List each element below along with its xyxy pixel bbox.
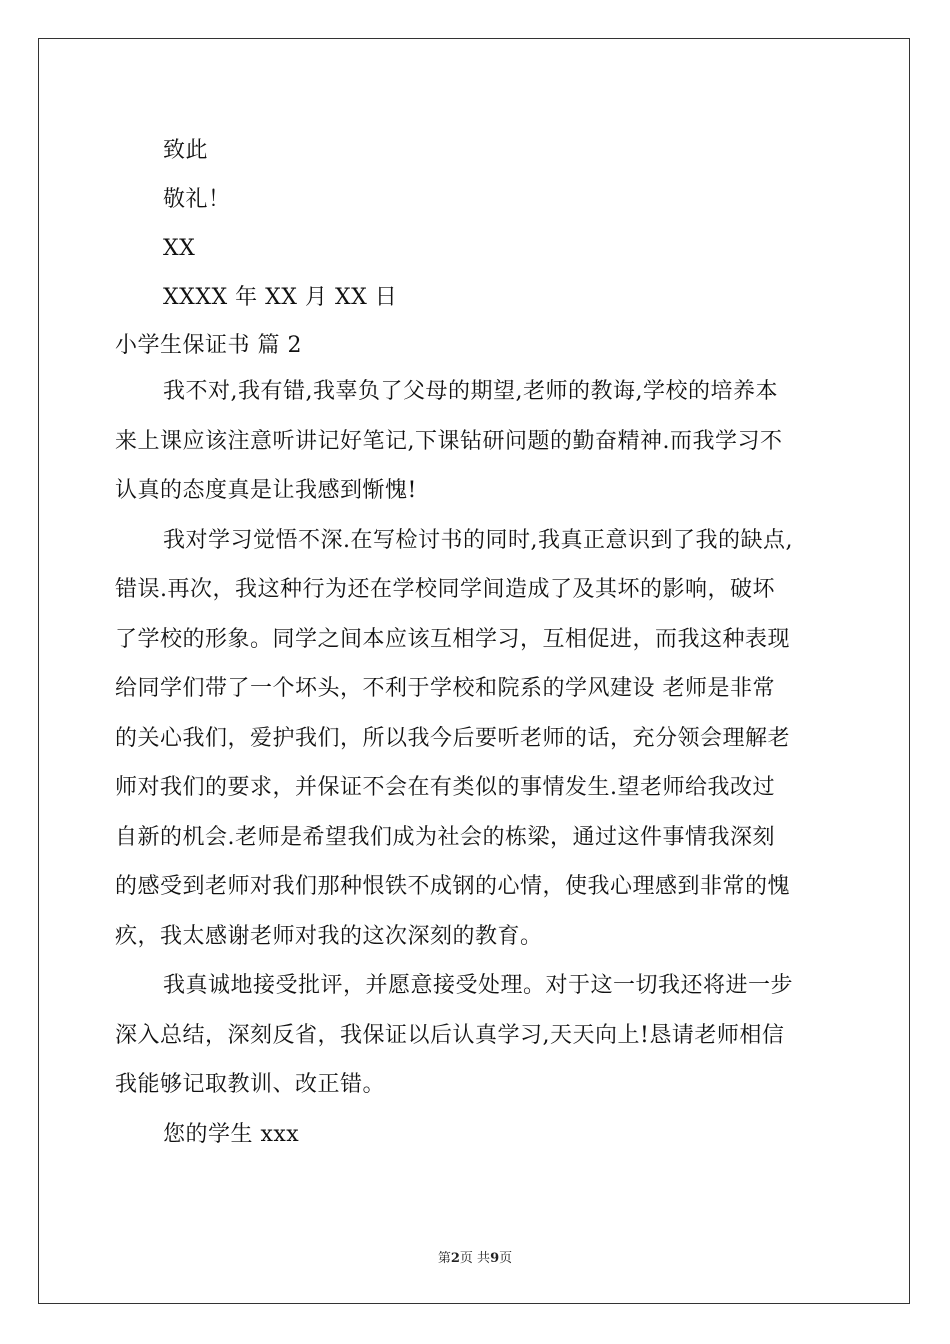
signature-block (115, 1113, 837, 1163)
paragraph-line: 错误.再次，我这种行为还在学校同学间造成了及其坏的影响，破坏 (115, 577, 775, 602)
page-footer (0, 1247, 950, 1266)
paragraph-line: 的感受到老师对我们那种恨铁不成钢的心情，使我心理感到非常的愧 (115, 874, 791, 899)
footer-prefix: 第 (437, 1251, 451, 1266)
paragraph-line: 我能够记取教训、改正错。 (115, 1072, 386, 1097)
paragraph-line: 的关心我们，爱护我们，所以我今后要听老师的话，充分领会理解老 (115, 725, 791, 751)
closing-block (115, 130, 837, 326)
closing-date: XXXX 年 XX 月 XX 日 (163, 285, 398, 310)
closing-line-1: 致此 (163, 138, 209, 163)
paragraph-line: 自新的机会.老师是希望我们成为社会的栋梁，通过这件事情我深刻 (115, 824, 775, 850)
paragraph-3 (115, 964, 837, 1113)
document-body (115, 130, 837, 1162)
footer-page-number: 2 (450, 1251, 460, 1266)
paragraph-line: 深入总结，深刻反省，我保证以后认真学习,天天向上!恳请老师相信 (115, 1022, 785, 1048)
paragraph-line: 认真的态度真是让我感到惭愧! (115, 478, 417, 503)
paragraph-line: 我对学习觉悟不深.在写检讨书的同时,我真正意识到了我的缺点, (163, 527, 793, 553)
paragraph-line: 了学校的形象。同学之间本应该互相学习，互相促进，而我这种表现 (115, 626, 791, 652)
section-title: 小学生保证书 篇 2 (115, 333, 302, 358)
paragraph-line: 给同学们带了一个坏头，不利于学校和院系的学风建设 老师是非常 (115, 676, 775, 701)
footer-total-pages: 9 (490, 1251, 500, 1266)
paragraph-line: 我真诚地接受批评，并愿意接受处理。对于这一切我还将进一步 (163, 973, 794, 998)
paragraph-2 (115, 519, 837, 965)
paragraph-line: 师对我们的要求，并保证不会在有类似的事情发生.望老师给我改过 (115, 775, 775, 800)
paragraph-line: 来上课应该注意听讲记好笔记,下课钻研问题的勤奋精神.而我学习不 (115, 428, 783, 454)
signature: 您的学生 xxx (163, 1121, 300, 1147)
closing-name: XX (163, 236, 196, 261)
footer-suffix: 页 (499, 1251, 513, 1266)
paragraph-line: 疚，我太感谢老师对我的这次深刻的教育。 (115, 923, 543, 949)
paragraph-1 (115, 370, 837, 519)
paragraph-line: 我不对,我有错,我辜负了父母的期望,老师的教诲,学校的培养本 (163, 379, 778, 404)
closing-line-2: 敬礼！ (163, 187, 231, 212)
footer-mid: 页 共 (459, 1251, 491, 1266)
